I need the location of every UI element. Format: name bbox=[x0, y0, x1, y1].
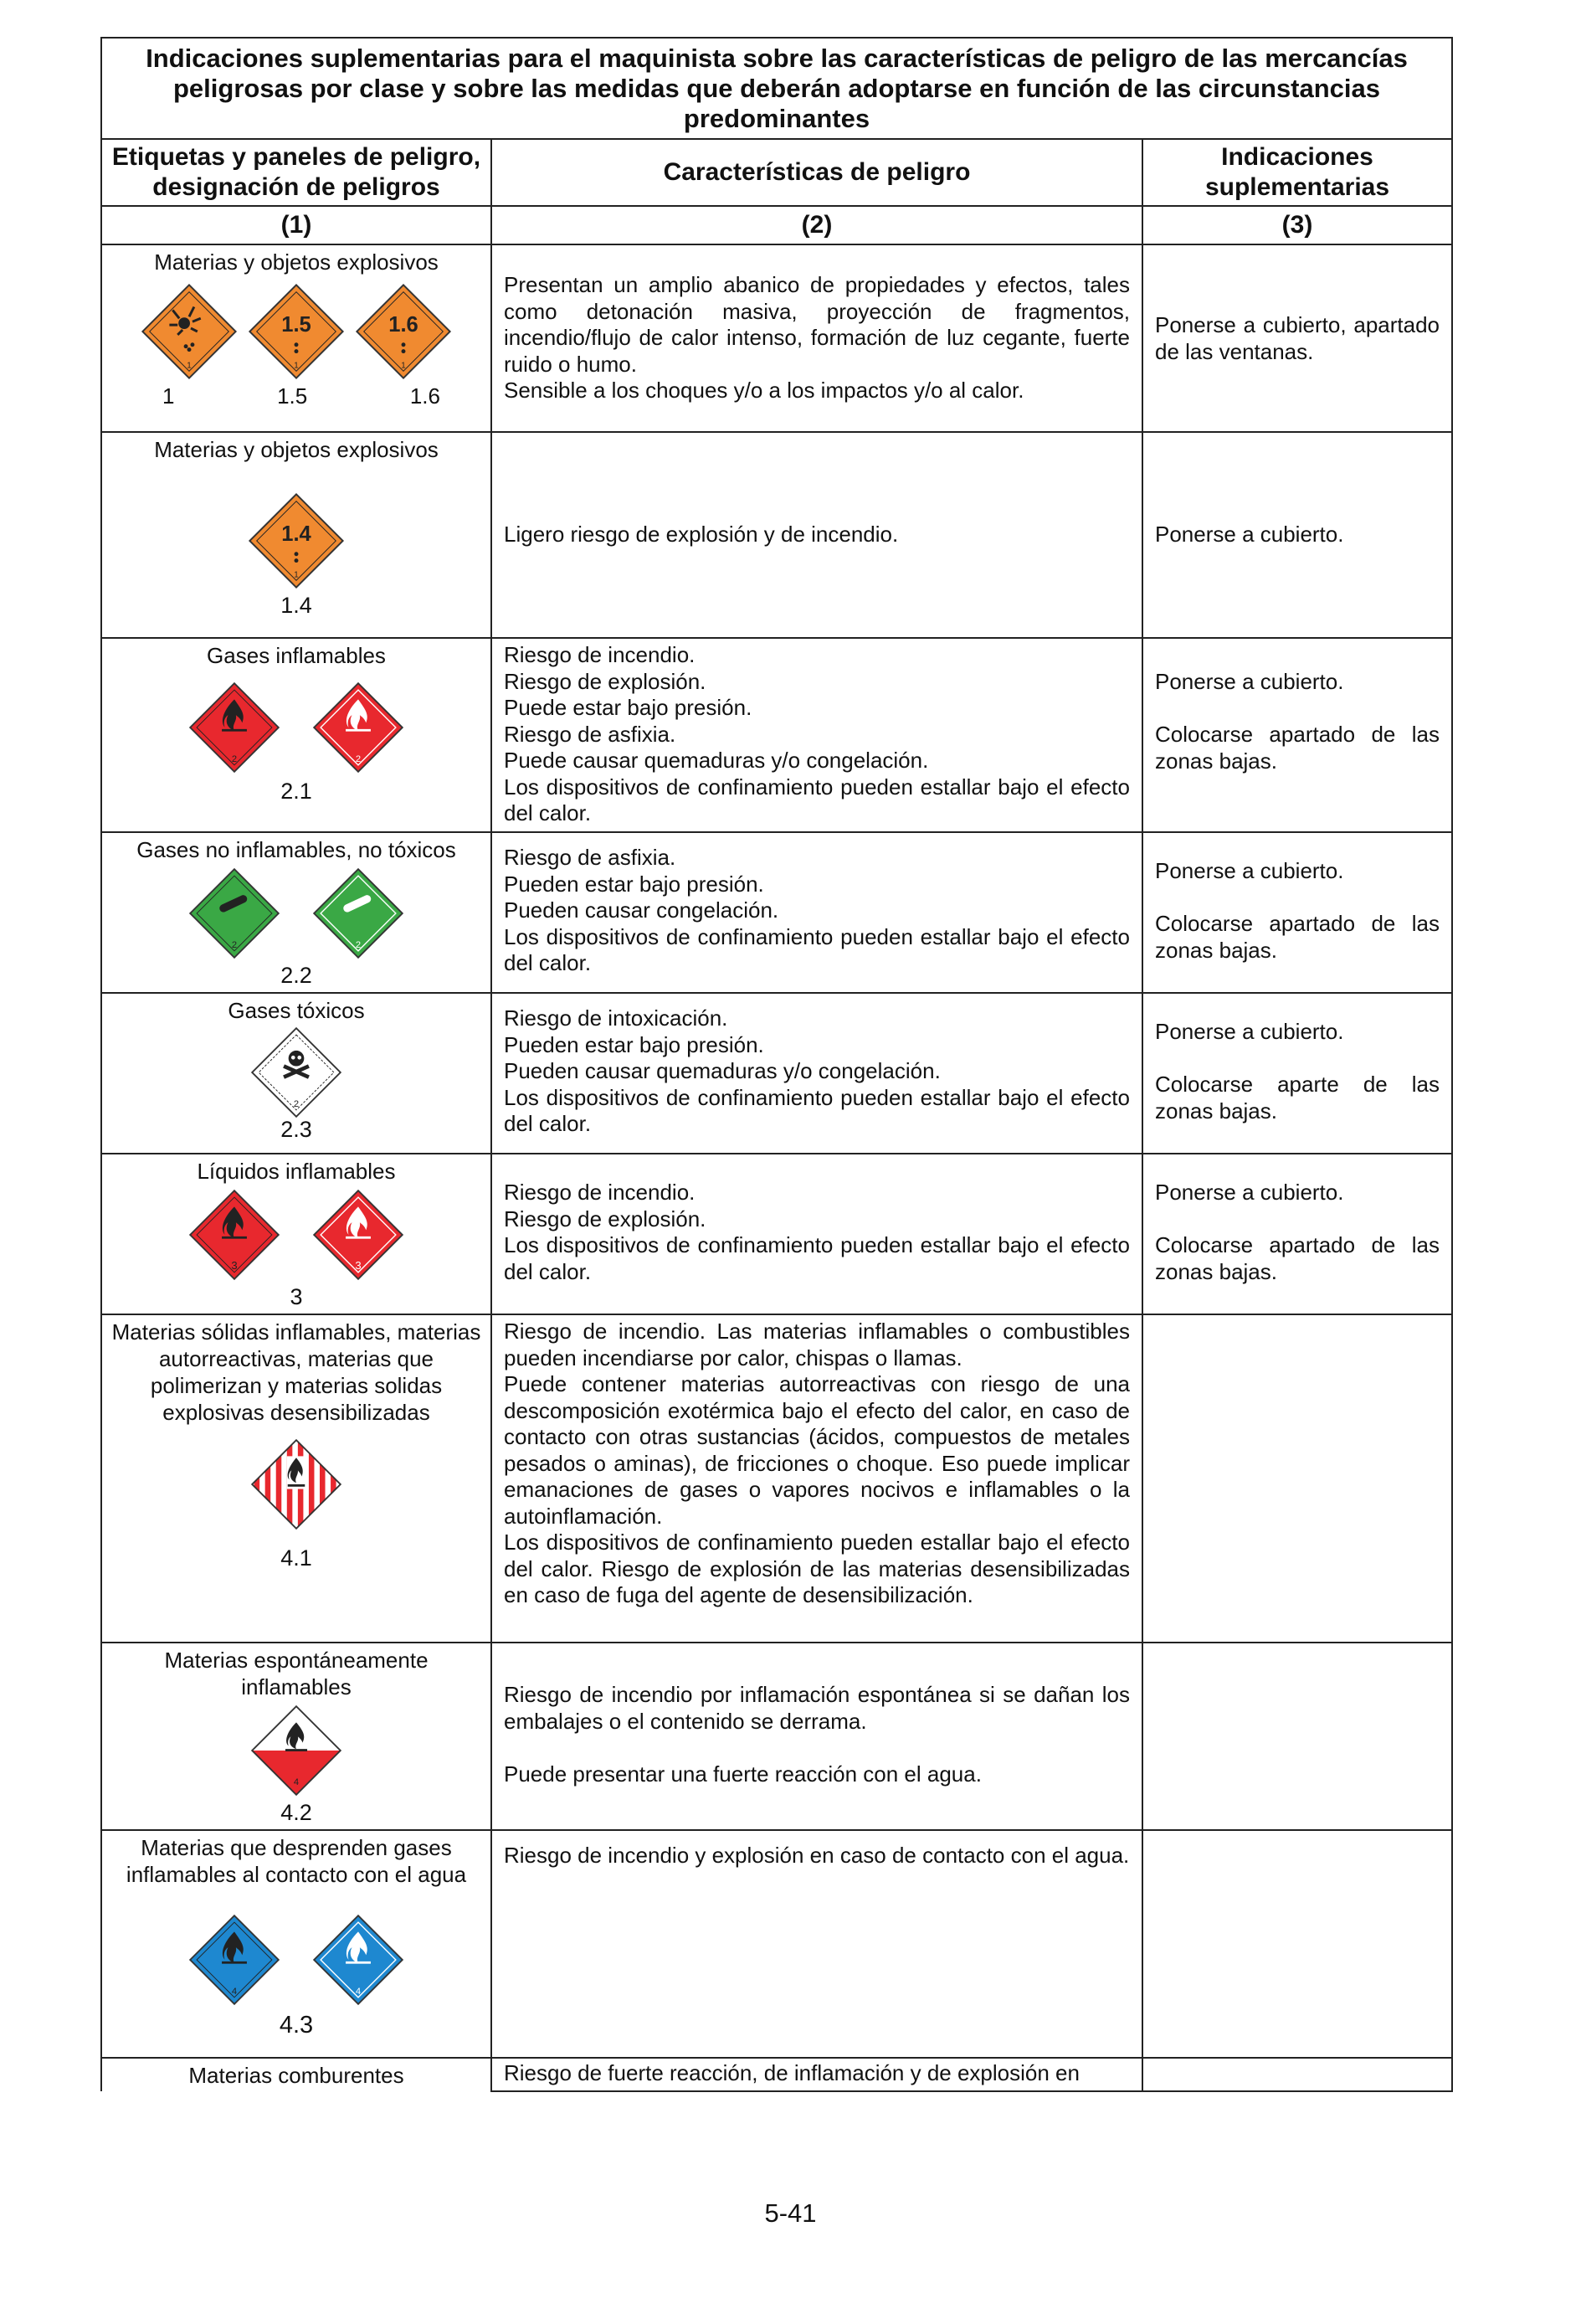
row-label-cell bbox=[101, 244, 491, 432]
hazard-text: Los dispositivos de confinamiento pueden estallar bajo el efecto del calor. bbox=[504, 774, 1130, 825]
hazard-text: Puede presentar una fuerte reacción con el agua. bbox=[504, 1761, 982, 1787]
division-label: 1.4 bbox=[280, 593, 312, 618]
instruction-text: Colocarse aparte de las zonas bajas. bbox=[1155, 1072, 1440, 1123]
division-label: 1 bbox=[162, 383, 175, 409]
instruction-cell bbox=[1142, 432, 1452, 638]
hazard-cell bbox=[491, 2058, 1142, 2091]
sign-group bbox=[107, 1026, 485, 1119]
class-name: Materias y objetos explosivos bbox=[154, 249, 439, 275]
class-name: Materias que desprenden gases inflamables al contacto con el agua bbox=[126, 1835, 467, 1887]
class-name: Materias comburentes bbox=[188, 2063, 404, 2088]
svg-text:3: 3 bbox=[355, 1259, 362, 1273]
hazard-cell bbox=[491, 993, 1142, 1154]
hazard-text: Riesgo de incendio. bbox=[504, 642, 696, 667]
explosive-1-6-label-icon bbox=[354, 282, 453, 381]
svg-text:1: 1 bbox=[401, 361, 406, 371]
division-label: 4.3 bbox=[279, 2012, 314, 2039]
instruction-cell bbox=[1142, 2058, 1452, 2091]
hazard-text: Pueden estar bajo presión. bbox=[504, 871, 764, 897]
row-label-cell bbox=[101, 993, 491, 1154]
instruction-cell bbox=[1142, 638, 1452, 832]
table-row bbox=[101, 832, 1452, 993]
svg-text:4: 4 bbox=[293, 1777, 300, 1788]
class-name: Materias sólidas inflamables, materias autorreactivas, materias que polimerizan y materias solidas explosivas desensibilizadas bbox=[111, 1319, 481, 1425]
class-name: Materias espontáneamente inflamables bbox=[164, 1648, 429, 1699]
svg-text:3: 3 bbox=[231, 1259, 238, 1273]
hazard-cell bbox=[491, 244, 1142, 432]
explosive-1-label-icon bbox=[140, 282, 239, 381]
header-num2: (2) bbox=[491, 206, 1142, 244]
instruction-cell bbox=[1142, 832, 1452, 993]
division-labels bbox=[107, 383, 485, 409]
hazard-text: Riesgo de explosión. bbox=[504, 1206, 706, 1231]
page-number: 5-41 bbox=[764, 2198, 817, 2228]
table-row bbox=[101, 993, 1452, 1154]
svg-text:2: 2 bbox=[231, 940, 238, 951]
hazard-cell bbox=[491, 832, 1142, 993]
hazard-text: Puede causar quemaduras y/o congelación. bbox=[504, 748, 929, 773]
hazard-text: Los dispositivos de confinamiento pueden estallar bajo el efecto del calor. bbox=[504, 1232, 1130, 1284]
flammable-liquid-label-icon bbox=[187, 1188, 281, 1282]
instruction-cell bbox=[1142, 244, 1452, 432]
row-label-cell bbox=[101, 832, 491, 993]
table-row bbox=[101, 244, 1452, 432]
hazard-text: Los dispositivos de confinamiento pueden estallar bajo el efecto del calor. bbox=[504, 923, 1130, 975]
hazard-cell bbox=[491, 1154, 1142, 1314]
instruction-text: Ponerse a cubierto. bbox=[1155, 669, 1344, 694]
division-label: 1.5 bbox=[277, 383, 308, 409]
instruction-text: Ponerse a cubierto, apartado de las ventanas. bbox=[1155, 312, 1440, 364]
hazard-text: Pueden causar congelación. bbox=[504, 897, 779, 923]
row-label-cell bbox=[101, 1830, 491, 2058]
hazard-text: Riesgo de incendio y explosión en caso de contacto con el agua. bbox=[504, 1843, 1130, 1868]
instruction-text: Ponerse a cubierto. bbox=[1155, 858, 1344, 883]
table-row bbox=[101, 2058, 1452, 2091]
division-label: 2.1 bbox=[280, 779, 312, 804]
svg-text:4: 4 bbox=[355, 1987, 362, 1998]
row-label-cell bbox=[101, 2058, 491, 2091]
table-row bbox=[101, 1314, 1452, 1643]
explosive-1-4-label-icon bbox=[247, 491, 346, 590]
dangerous-when-wet-label-icon bbox=[187, 1913, 281, 2007]
table-title: Indicaciones suplementarias para el maquinista sobre las características de peligro de las mercancías peligrosas por clase y sobre las medidas que deberán adoptarse en función de las circunstancias predominantes bbox=[101, 38, 1452, 139]
hazard-text: Riesgo de incendio. Las materias inflamables o combustibles pueden incendiarse por calor, chispas o llamas. bbox=[504, 1319, 1130, 1370]
hazard-text: Riesgo de incendio. bbox=[504, 1180, 696, 1205]
hazard-text: Presentan un amplio abanico de propiedades y efectos, tales como detonación masiva, proyección de fragmentos, incendio/flujo de calor intenso, formación de luz cegante, fuerte ruido o humo. bbox=[504, 272, 1130, 377]
instruction-text: Colocarse apartado de las zonas bajas. bbox=[1155, 1232, 1440, 1284]
sign-group bbox=[107, 282, 485, 381]
hazard-text: Puede estar bajo presión. bbox=[504, 695, 752, 720]
svg-text:1.4: 1.4 bbox=[281, 522, 311, 546]
header-num3: (3) bbox=[1142, 206, 1452, 244]
row-label-cell bbox=[101, 1314, 491, 1643]
division-label: 2.2 bbox=[280, 963, 312, 988]
instruction-cell bbox=[1142, 1154, 1452, 1314]
header-col3: Indicaciones suplementarias bbox=[1142, 139, 1452, 206]
instruction-text: Colocarse apartado de las zonas bajas. bbox=[1155, 722, 1440, 774]
flammable-gas-white-label-icon bbox=[311, 681, 405, 774]
row-label-cell bbox=[101, 432, 491, 638]
class-name: Líquidos inflamables bbox=[197, 1159, 396, 1184]
table-row bbox=[101, 1830, 1452, 2058]
hazard-text: Riesgo de asfixia. bbox=[504, 721, 676, 747]
hazard-text: Puede contener materias autorreactivas con riesgo de una descomposición exotérmica bajo el efecto del calor, en caso de contacto con otras sustancias (ácidos, compuestos de metales pesados o aminas), de fricciones o choque. Eso puede implicar emanaciones de gases o vapores nocivos e inflamables o la autoinflamación. bbox=[504, 1371, 1130, 1529]
svg-text:4: 4 bbox=[231, 1987, 238, 1998]
hazard-text: Los dispositivos de confinamiento pueden estallar bajo el efecto del calor. bbox=[504, 1084, 1130, 1136]
row-label-cell bbox=[101, 1154, 491, 1314]
header-col1: Etiquetas y paneles de peligro, designación de peligros bbox=[101, 139, 491, 206]
division-label: 4.2 bbox=[280, 1800, 312, 1825]
hazard-cell bbox=[491, 1830, 1142, 2058]
svg-text:2: 2 bbox=[355, 754, 362, 765]
hazard-cell bbox=[491, 432, 1142, 638]
sign-group bbox=[107, 866, 485, 960]
explosive-1-5-label-icon bbox=[247, 282, 346, 381]
hazard-text: Sensible a los choques y/o a los impactos y/o al calor. bbox=[504, 378, 1024, 403]
instruction-cell bbox=[1142, 1643, 1452, 1830]
sign-group bbox=[107, 491, 485, 590]
instruction-text: Ponerse a cubierto. bbox=[1155, 1019, 1344, 1044]
svg-text:2: 2 bbox=[355, 940, 362, 951]
hazard-text: Riesgo de incendio por inflamación espontánea si se dañan los embalajes o el contenido se derrama. bbox=[504, 1682, 1130, 1734]
dangerous-when-wet-white-label-icon bbox=[311, 1913, 405, 2007]
division-label: 1.6 bbox=[409, 383, 440, 409]
hazard-text: Riesgo de intoxicación. bbox=[504, 1005, 728, 1031]
hazard-text: Riesgo de explosión. bbox=[504, 668, 706, 694]
division-label: 3 bbox=[290, 1284, 303, 1309]
hazard-table bbox=[100, 37, 1453, 2092]
class-name: Gases no inflamables, no tóxicos bbox=[136, 837, 456, 862]
hazard-cell bbox=[491, 638, 1142, 832]
instruction-cell bbox=[1142, 1314, 1452, 1643]
hazard-text: Pueden estar bajo presión. bbox=[504, 1031, 764, 1057]
instruction-text: Ponerse a cubierto. bbox=[1155, 1180, 1344, 1205]
instruction-text: Colocarse apartado de las zonas bajas. bbox=[1155, 911, 1440, 963]
sign-group bbox=[107, 1704, 485, 1797]
table-row bbox=[101, 1643, 1452, 1830]
sign-group bbox=[107, 681, 485, 774]
flammable-solid-label-icon bbox=[249, 1437, 343, 1531]
table-row bbox=[101, 1154, 1452, 1314]
svg-text:2: 2 bbox=[231, 754, 238, 765]
header-num1: (1) bbox=[101, 206, 491, 244]
hazard-text: Los dispositivos de confinamiento pueden estallar bajo el efecto del calor. Riesgo de explosión de las materias desensibilizadas en caso de fuga del agente de desensibilización. bbox=[504, 1530, 1130, 1607]
hazard-text: Riesgo de asfixia. bbox=[504, 845, 676, 870]
svg-text:1: 1 bbox=[187, 361, 192, 371]
table-row bbox=[101, 432, 1452, 638]
table-row bbox=[101, 638, 1452, 832]
sign-group bbox=[107, 1913, 485, 2007]
instruction-cell bbox=[1142, 993, 1452, 1154]
instruction-cell bbox=[1142, 1830, 1452, 2058]
non-flammable-gas-label-icon bbox=[187, 866, 281, 960]
flammable-liquid-white-label-icon bbox=[311, 1188, 405, 1282]
svg-text:1: 1 bbox=[294, 570, 299, 580]
class-name: Materias y objetos explosivos bbox=[154, 437, 439, 462]
header-col2: Características de peligro bbox=[491, 139, 1142, 206]
svg-text:1.5: 1.5 bbox=[281, 313, 311, 337]
row-label-cell bbox=[101, 1643, 491, 1830]
hazard-cell bbox=[491, 1643, 1142, 1830]
svg-text:1.6: 1.6 bbox=[388, 313, 418, 337]
svg-text:2: 2 bbox=[293, 1099, 300, 1110]
hazard-text: Pueden causar quemaduras y/o congelación. bbox=[504, 1058, 941, 1083]
class-name: Gases tóxicos bbox=[228, 998, 365, 1023]
hazard-cell bbox=[491, 1314, 1142, 1643]
non-flammable-gas-white-label-icon bbox=[311, 866, 405, 960]
svg-text:1: 1 bbox=[294, 361, 299, 371]
division-label: 4.1 bbox=[280, 1545, 312, 1571]
hazard-text: Riesgo de fuerte reacción, de inflamación y de explosión en bbox=[504, 2060, 1080, 2085]
sign-group bbox=[107, 1188, 485, 1282]
flammable-gas-label-icon bbox=[187, 681, 281, 774]
hazard-text: Ligero riesgo de explosión y de incendio. bbox=[504, 522, 899, 548]
class-name: Gases inflamables bbox=[207, 643, 386, 668]
toxic-gas-label-icon bbox=[249, 1026, 343, 1119]
spontaneously-combustible-label-icon bbox=[249, 1704, 343, 1797]
row-label-cell bbox=[101, 638, 491, 832]
division-label: 2.3 bbox=[280, 1117, 312, 1142]
sign-group bbox=[107, 1437, 485, 1531]
instruction-text: Ponerse a cubierto. bbox=[1155, 522, 1344, 548]
